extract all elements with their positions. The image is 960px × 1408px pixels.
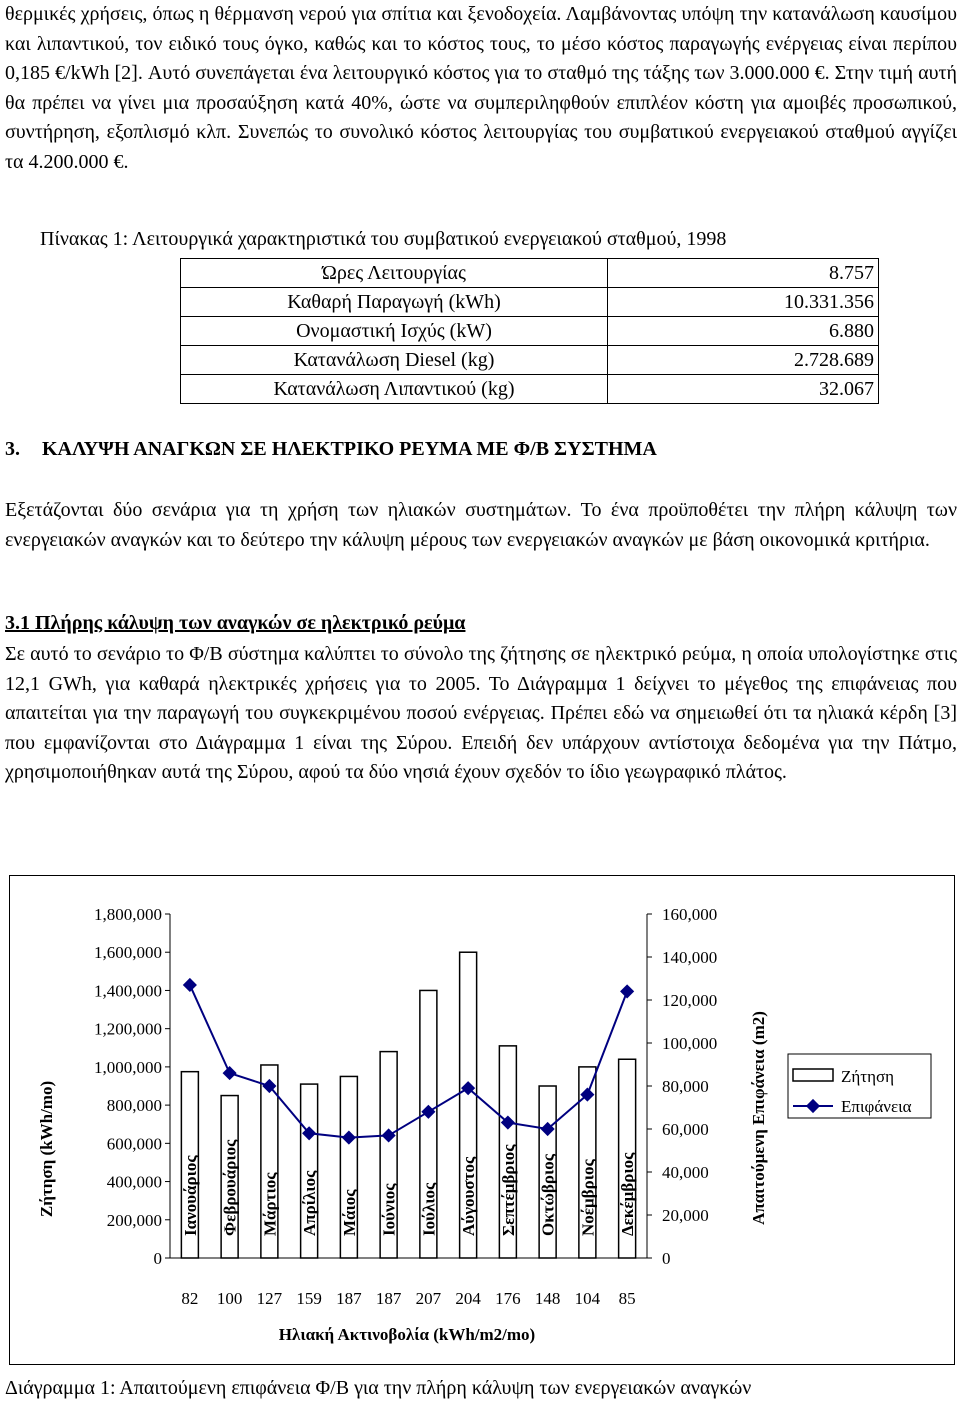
table-row-value: 6.880 bbox=[608, 317, 879, 346]
legend-label-demand: Ζήτηση bbox=[841, 1067, 895, 1086]
x-tick-label: 85 bbox=[618, 1289, 636, 1308]
demand-area-chart bbox=[10, 876, 954, 1364]
x-tick-label: 82 bbox=[181, 1289, 199, 1308]
x-tick-label: 104 bbox=[574, 1289, 601, 1308]
line-marker-area bbox=[183, 978, 197, 992]
x-tick-label: 187 bbox=[375, 1289, 402, 1308]
x-tick-label: 187 bbox=[336, 1289, 362, 1308]
y2-axis-title: Απαιτούμενη Επιφάνεια (m2) bbox=[749, 1011, 768, 1225]
paragraph-operating-cost: θερμικές χρήσεις, όπως η θέρμανση νερού για σπίτια και ξενοδοχεία. Λαμβάνοντας υπόψη την κατανάλωση καυσίμου και λιπαντικού, τον ειδικό τους όγκο, καθώς και το κόστος τους, το μέσο κόστος παραγωγής ενέργειας είναι περίπου 0,185 €/kWh [2]. Αυτό συνεπάγεται ένα λειτουργικό κόστος για το σταθμό της τάξης των 3.000.000 €. Στην τιμή αυτή θα πρέπει να γίνει μια προσαύξηση κατά 40%, ώστε να συμπεριληφθούν επιπλέον κόστη για αμοιβές προσωπικού, συντήρηση, εξοπλισμό κλπ. Συνεπώς το συνολικό κόστος λειτουργίας του συμβατικού ενεργειακού σταθμού αγγίζει τα 4.200.000 €. bbox=[5, 3, 957, 173]
bar-month-label: Οκτώβριος bbox=[538, 1154, 558, 1236]
line-marker-area bbox=[223, 1066, 237, 1080]
subsection-heading: 3.1 Πλήρης κάλυψη των αναγκών σε ηλεκτρικό ρεύμα bbox=[5, 612, 466, 634]
y2-tick-label: 140,000 bbox=[662, 948, 718, 967]
y-tick-label: 200,000 bbox=[106, 1210, 162, 1230]
table-row bbox=[181, 375, 879, 404]
table-row-label: Ονομαστική Ισχύς (kW) bbox=[181, 317, 608, 346]
paragraph-scenarios: Εξετάζονται δύο σενάρια για τη χρήση των ηλιακών συστημάτων. Το ένα προϋποθέτει την πλήρη κάλυψη των ενεργειακών αναγκών και το δεύτερο την κάλυψη μέρους των ενεργειακών αναγκών με βάση οικονομικά κριτήρια. bbox=[5, 499, 957, 551]
paragraph-full-coverage: Σε αυτό το σενάριο το Φ/Β σύστημα καλύπτει το σύνολο της ζήτησης σε ηλεκτρικό ρεύμα, η οποία υπολογίστηκε στις 12,1 GWh, για καθαρά ηλεκτρικές χρήσεις για το 2005. Το Διάγραμμα 1 δείχνει το μέγεθος της επιφάνειας που απαιτείται για την παραγωγή του συγκεκριμένου ποσού ενέργειας. Πρέπει εδώ να σημειωθεί ότι τα ηλιακά κέρδη [3] που εμφανίζονται στο Διάγραμμα 1 είναι της Σύρου. Επειδή δεν υπάρχουν αντίστοιχα δεδομένα για την Πάτμο, χρησιμοποιήθηκαν αυτά της Σύρου, αφού τα δύο νησιά έχουν σχεδόν το ίδιο γεωγραφικό πλάτος. bbox=[5, 643, 957, 783]
bar-month-label: Απρίλιος bbox=[300, 1170, 320, 1236]
table-row-label: Κατανάλωση Λιπαντικού (kg) bbox=[181, 375, 608, 404]
series-line-area bbox=[190, 985, 627, 1138]
table-row bbox=[181, 346, 879, 375]
bar-month-label: Ιανουάριος bbox=[180, 1155, 200, 1236]
table-row bbox=[181, 317, 879, 346]
table-row-value: 32.067 bbox=[608, 375, 879, 404]
y2-tick-label: 120,000 bbox=[662, 991, 718, 1010]
x-tick-label: 176 bbox=[495, 1289, 521, 1308]
bar-month-label: Δεκέμβριος bbox=[618, 1152, 638, 1236]
table-row-label: Ώρες Λειτουργίας bbox=[181, 259, 608, 288]
table-row bbox=[181, 259, 879, 288]
y-tick-label: 1,800,000 bbox=[94, 905, 162, 924]
y-tick-label: 1,200,000 bbox=[94, 1019, 162, 1039]
table-row-value: 10.331.356 bbox=[608, 288, 879, 317]
y2-tick-label: 80,000 bbox=[662, 1077, 709, 1096]
y-tick-label: 0 bbox=[153, 1249, 162, 1268]
bar-month-label: Ιούνιος bbox=[379, 1183, 399, 1236]
bar-month-label: Ιούλιος bbox=[419, 1182, 439, 1236]
y2-tick-label: 100,000 bbox=[662, 1034, 718, 1053]
section-number: 3. bbox=[5, 438, 20, 460]
figure-caption: Διάγραμμα 1: Απαιτούμενη επιφάνεια Φ/Β για την πλήρη κάλυψη των ενεργειακών αναγκών bbox=[5, 1377, 752, 1399]
y-tick-label: 400,000 bbox=[106, 1172, 162, 1192]
bar-month-label: Σεπτέμβριος bbox=[498, 1144, 518, 1236]
section-title: ΚΑΛΥΨΗ ΑΝΑΓΚΩΝ ΣΕ ΗΛΕΚΤΡΙΚΟ ΡΕΥΜΑ ΜΕ Φ/Β ΣΥΣΤΗΜΑ bbox=[42, 438, 657, 460]
bar-month-label: Αύγουστος bbox=[459, 1156, 479, 1236]
y-tick-label: 800,000 bbox=[106, 1096, 162, 1116]
legend-label-area: Επιφάνεια bbox=[841, 1097, 912, 1116]
legend-swatch-demand bbox=[793, 1069, 833, 1081]
bar-month-label: Φεβρουάριος bbox=[220, 1139, 240, 1236]
y2-tick-label: 60,000 bbox=[662, 1120, 709, 1139]
x-axis-title: Ηλιακή Ακτινοβολία (kWh/m2/mo) bbox=[278, 1325, 536, 1344]
table-row bbox=[181, 288, 879, 317]
y2-tick-label: 40,000 bbox=[662, 1163, 709, 1182]
bar-month-label: Νοέμβριος bbox=[578, 1159, 598, 1236]
table-caption: Πίνακας 1: Λειτουργικά χαρακτηριστικά του συμβατικού ενεργειακού σταθμού, 1998 bbox=[40, 228, 727, 250]
y2-tick-label: 0 bbox=[662, 1249, 671, 1268]
x-tick-label: 127 bbox=[256, 1289, 283, 1308]
y-axis-title: Ζήτηση (kWh/mo) bbox=[37, 1080, 56, 1218]
bar-month-label: Μάιος bbox=[339, 1189, 359, 1236]
y-tick-label: 1,400,000 bbox=[94, 981, 162, 1001]
x-tick-label: 204 bbox=[455, 1289, 481, 1308]
chart-frame bbox=[9, 875, 955, 1365]
y2-tick-label: 20,000 bbox=[662, 1206, 709, 1225]
y-tick-label: 600,000 bbox=[106, 1134, 162, 1154]
y-tick-label: 1,000,000 bbox=[94, 1057, 162, 1077]
y2-tick-label: 160,000 bbox=[662, 905, 718, 924]
x-tick-label: 100 bbox=[216, 1289, 243, 1308]
section-heading bbox=[5, 438, 657, 461]
table-row-value: 8.757 bbox=[608, 259, 879, 288]
x-tick-label: 159 bbox=[296, 1289, 322, 1308]
x-tick-label: 207 bbox=[415, 1289, 442, 1308]
table-row-value: 2.728.689 bbox=[608, 346, 879, 375]
table-row-label: Καθαρή Παραγωγή (kWh) bbox=[181, 288, 608, 317]
table-row-label: Κατανάλωση Diesel (kg) bbox=[181, 346, 608, 375]
bar-month-label: Μάρτιος bbox=[260, 1172, 280, 1236]
x-tick-label: 148 bbox=[534, 1289, 561, 1308]
y-tick-label: 1,600,000 bbox=[94, 943, 162, 963]
operating-characteristics-table bbox=[180, 258, 879, 404]
line-marker-area bbox=[620, 984, 634, 998]
